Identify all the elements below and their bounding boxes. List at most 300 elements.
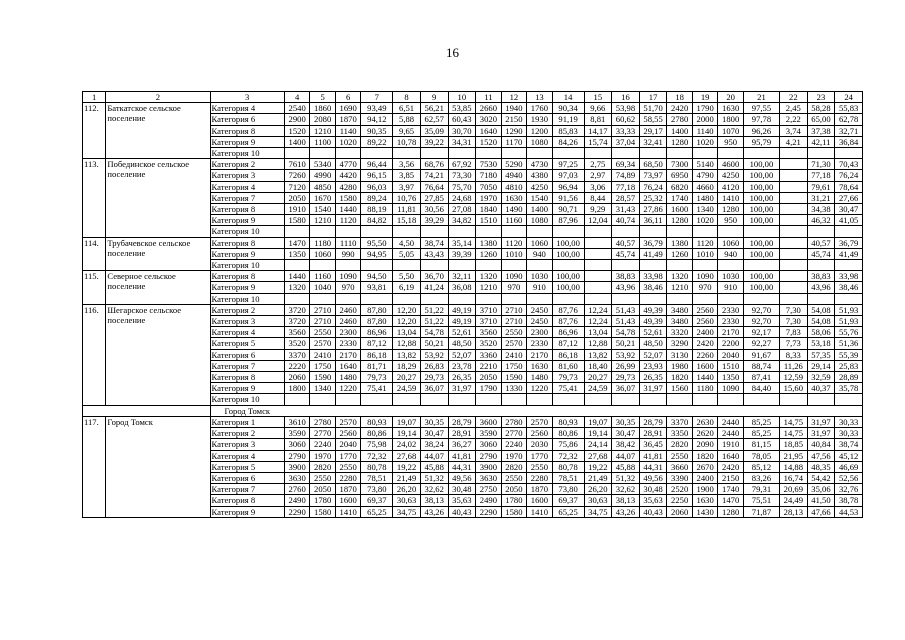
table-cell: 96,44 [361, 159, 393, 170]
table-cell: 13,04 [393, 327, 421, 338]
table-cell: 12,59 [780, 372, 808, 383]
table-cell: 1800 [718, 114, 744, 125]
table-cell: 18,40 [584, 360, 612, 371]
table-cell: 49,56 [448, 472, 476, 483]
table-cell: 51,36 [835, 338, 863, 349]
table-cell: 31,97 [448, 383, 476, 394]
table-cell: 2,75 [584, 159, 612, 170]
table-cell: 97,78 [743, 114, 779, 125]
table-cell: 87,12 [552, 338, 584, 349]
table-cell: 77,18 [807, 170, 835, 181]
table-cell: 2780 [310, 416, 336, 427]
table-cell: 85,25 [743, 428, 779, 439]
table-cell: 28,91 [639, 428, 667, 439]
table-cell: 2550 [310, 327, 336, 338]
table-cell: 1820 [692, 450, 718, 461]
table-cell: 2170 [718, 327, 744, 338]
table-cell: 32,41 [639, 136, 667, 147]
table-cell [420, 394, 448, 405]
table-cell: 1870 [335, 114, 361, 125]
table-cell: 100,00 [743, 181, 779, 192]
table-cell: 3660 [667, 461, 693, 472]
table-cell [552, 260, 584, 271]
table-cell: 3360 [476, 349, 502, 360]
table-cell: 41,49 [639, 248, 667, 259]
settlement-name: Побединское сельское поселение [106, 159, 210, 237]
table-cell: 36,11 [639, 215, 667, 226]
table-cell [584, 282, 612, 293]
table-cell: 32,76 [835, 484, 863, 495]
table-cell: 15,60 [780, 383, 808, 394]
table-cell: 1210 [310, 215, 336, 226]
table-cell: 6820 [667, 181, 693, 192]
table-cell [501, 293, 527, 304]
table-cell: 40,43 [639, 506, 667, 517]
table-cell [584, 248, 612, 259]
table-cell: 2260 [692, 349, 718, 360]
table-cell: 36,08 [448, 282, 476, 293]
table-cell: 29,17 [639, 125, 667, 136]
table-cell: 1350 [284, 248, 310, 259]
column-number: 22 [780, 92, 808, 103]
table-cell [335, 394, 361, 405]
table-cell: 2220 [284, 360, 310, 371]
table-cell [639, 394, 667, 405]
table-cell [780, 192, 808, 203]
table-cell: 7050 [476, 181, 502, 192]
table-cell [584, 271, 612, 282]
table-cell: 48,35 [807, 461, 835, 472]
table-cell: 3520 [476, 338, 502, 349]
column-number: 11 [476, 92, 502, 103]
table-cell: 100,00 [743, 159, 779, 170]
table-cell: 100,00 [743, 271, 779, 282]
table-cell: 950 [718, 215, 744, 226]
table-cell: 51,43 [612, 316, 640, 327]
table-cell: 26,35 [448, 372, 476, 383]
table-cell: 35,78 [835, 383, 863, 394]
category-label: Категория 10 [210, 394, 284, 405]
table-cell: 38,74 [835, 439, 863, 450]
table-cell [612, 260, 640, 271]
table-cell: 80,78 [552, 461, 584, 472]
page-number: 16 [446, 45, 459, 60]
table-cell [476, 260, 502, 271]
column-number-row [83, 92, 863, 103]
table-cell: 43,26 [612, 506, 640, 517]
table-cell: 44,53 [835, 506, 863, 517]
table-cell: 90,71 [552, 204, 584, 215]
table-cell: 30,47 [420, 428, 448, 439]
table-cell [393, 226, 421, 237]
table-cell [780, 159, 808, 170]
table-cell: 75,70 [448, 181, 476, 192]
table-cell: 1600 [692, 360, 718, 371]
table-cell: 1260 [476, 248, 502, 259]
table-cell [361, 260, 393, 271]
table-cell: 58,55 [639, 114, 667, 125]
table-cell: 2240 [501, 439, 527, 450]
table-cell: 19,22 [584, 461, 612, 472]
table-cell: 2560 [335, 428, 361, 439]
table-cell: 30,48 [448, 484, 476, 495]
table-cell: 91,67 [743, 349, 779, 360]
table-cell: 50,21 [612, 338, 640, 349]
table-cell: 1780 [501, 495, 527, 506]
table-cell: 94,95 [361, 248, 393, 259]
table-cell: 30,70 [448, 125, 476, 136]
table-cell: 6950 [667, 170, 693, 181]
table-cell: 2170 [335, 349, 361, 360]
category-label: Категория 9 [210, 248, 284, 259]
table-cell: 1970 [310, 450, 336, 461]
table-cell: 7300 [667, 159, 693, 170]
table-cell: 7120 [284, 181, 310, 192]
table-cell: 2040 [335, 439, 361, 450]
table-cell: 79,73 [552, 372, 584, 383]
table-cell: 3130 [667, 349, 693, 360]
table-cell: 3630 [476, 472, 502, 483]
table-cell: 1090 [692, 271, 718, 282]
table-cell: 19,07 [584, 416, 612, 427]
table-cell: 100,00 [743, 248, 779, 259]
table-cell: 40,74 [612, 215, 640, 226]
table-cell: 3590 [284, 428, 310, 439]
table-cell: 75,41 [552, 383, 584, 394]
column-number: 18 [667, 92, 693, 103]
table-cell: 91,19 [552, 114, 584, 125]
table-cell: 27,08 [448, 204, 476, 215]
table-cell [612, 148, 640, 159]
table-cell: 2570 [335, 416, 361, 427]
table-cell: 2330 [335, 338, 361, 349]
table-cell: 45,74 [807, 248, 835, 259]
table-cell: 2440 [718, 428, 744, 439]
table-cell: 26,35 [639, 372, 667, 383]
table-cell: 4250 [718, 170, 744, 181]
table-cell: 1790 [476, 383, 502, 394]
table-row [83, 237, 863, 248]
column-number: 17 [639, 92, 667, 103]
table-cell: 52,07 [448, 349, 476, 360]
table-cell: 23,93 [639, 360, 667, 371]
table-cell: 81,60 [552, 360, 584, 371]
table-cell: 1840 [476, 204, 502, 215]
table-cell: 32,11 [448, 271, 476, 282]
table-cell: 2060 [284, 372, 310, 383]
table-cell: 2250 [667, 495, 693, 506]
table-cell [284, 148, 310, 159]
table-cell: 12,24 [584, 304, 612, 315]
table-cell: 62,57 [420, 114, 448, 125]
table-cell: 74,89 [612, 170, 640, 181]
table-cell: 1260 [667, 248, 693, 259]
table-cell: 2290 [476, 506, 502, 517]
category-label: Категория 8 [210, 237, 284, 248]
table-cell: 100,00 [743, 282, 779, 293]
table-cell [584, 148, 612, 159]
table-cell: 3390 [667, 472, 693, 483]
table-cell: 21,49 [584, 472, 612, 483]
category-label: Категория 4 [210, 450, 284, 461]
table-cell: 2,45 [780, 103, 808, 114]
table-cell: 47,56 [807, 450, 835, 461]
table-cell: 96,03 [361, 181, 393, 192]
table-cell [835, 148, 863, 159]
table-cell: 2210 [476, 360, 502, 371]
table-cell: 41,50 [807, 495, 835, 506]
table-cell: 40,43 [448, 506, 476, 517]
table-cell: 3630 [284, 472, 310, 483]
table-cell: 28,79 [448, 416, 476, 427]
table-cell: 3320 [667, 327, 693, 338]
table-cell: 4,21 [780, 136, 808, 147]
table-cell [501, 260, 527, 271]
table-cell: 55,83 [835, 103, 863, 114]
table-cell: 1970 [476, 192, 502, 203]
table-cell: 910 [718, 282, 744, 293]
table-cell: 75,86 [552, 439, 584, 450]
table-cell: 41,05 [835, 215, 863, 226]
table-cell [743, 394, 779, 405]
table-cell: 87,41 [743, 372, 779, 383]
table-cell: 51,32 [420, 472, 448, 483]
table-cell: 3290 [667, 338, 693, 349]
table-cell: 1010 [692, 248, 718, 259]
table-cell: 1640 [718, 450, 744, 461]
table-cell: 86,96 [361, 327, 393, 338]
table-cell: 54,78 [612, 327, 640, 338]
table-cell [501, 394, 527, 405]
table-cell [835, 293, 863, 304]
table-cell: 69,34 [612, 159, 640, 170]
table-cell: 34,38 [807, 204, 835, 215]
table-cell: 28,13 [780, 506, 808, 517]
table-cell: 87,76 [552, 316, 584, 327]
table-cell: 26,99 [612, 360, 640, 371]
table-cell: 2670 [692, 461, 718, 472]
table-cell: 31,97 [639, 383, 667, 394]
table-cell: 2080 [310, 114, 336, 125]
table-cell: 95,79 [743, 136, 779, 147]
table-cell: 1640 [476, 125, 502, 136]
table-cell: 73,80 [552, 484, 584, 495]
table-cell: 1630 [718, 103, 744, 114]
table-cell: 1480 [527, 372, 553, 383]
table-cell: 38,78 [835, 495, 863, 506]
column-number: 9 [420, 92, 448, 103]
table-cell: 1580 [335, 192, 361, 203]
table-cell: 78,51 [361, 472, 393, 483]
table-cell: 1220 [335, 383, 361, 394]
table-cell: 36,79 [639, 237, 667, 248]
table-cell: 1440 [284, 271, 310, 282]
table-cell: 1080 [527, 136, 553, 147]
table-cell: 43,26 [420, 506, 448, 517]
category-label: Категория 8 [210, 271, 284, 282]
table-cell: 33,98 [835, 271, 863, 282]
table-cell: 2420 [692, 338, 718, 349]
table-cell: 30,35 [612, 416, 640, 427]
table-cell [780, 260, 808, 271]
table-cell: 2450 [527, 304, 553, 315]
table-cell: 3480 [667, 316, 693, 327]
category-label: Категория 10 [210, 226, 284, 237]
table-cell: 7,83 [780, 327, 808, 338]
table-cell: 14,75 [780, 416, 808, 427]
table-cell: 36,27 [448, 439, 476, 450]
table-cell: 3370 [284, 349, 310, 360]
table-row [83, 416, 863, 427]
table-cell: 4990 [310, 170, 336, 181]
table-cell: 8,81 [584, 114, 612, 125]
table-cell: 32,62 [420, 484, 448, 495]
table-cell: 1020 [335, 136, 361, 147]
table-cell [501, 226, 527, 237]
table-cell [584, 226, 612, 237]
table-cell: 19,07 [393, 416, 421, 427]
table-cell: 950 [718, 136, 744, 147]
table-cell: 34,75 [393, 506, 421, 517]
table-cell: 2240 [310, 439, 336, 450]
table-cell: 4280 [335, 181, 361, 192]
table-cell: 92,70 [743, 304, 779, 315]
row-number: 113. [83, 159, 106, 237]
table-cell: 30,35 [420, 416, 448, 427]
table-cell: 14,17 [584, 125, 612, 136]
column-number: 2 [106, 92, 210, 103]
table-cell: 2050 [476, 372, 502, 383]
table-cell: 1640 [335, 360, 361, 371]
table-cell: 21,49 [393, 472, 421, 483]
table-cell: 53,92 [612, 349, 640, 360]
table-cell [284, 260, 310, 271]
table-cell: 1580 [501, 506, 527, 517]
table-cell: 1090 [718, 383, 744, 394]
column-number: 14 [552, 92, 584, 103]
table-cell [361, 394, 393, 405]
table-cell [718, 260, 744, 271]
table-cell: 2760 [284, 484, 310, 495]
table-cell: 36,84 [835, 136, 863, 147]
table-cell: 11,26 [780, 360, 808, 371]
table-cell: 2770 [501, 428, 527, 439]
table-cell: 80,93 [552, 416, 584, 427]
table-cell: 100,00 [552, 248, 584, 259]
table-cell [527, 394, 553, 405]
table-cell: 1740 [718, 484, 744, 495]
table-cell: 1600 [667, 204, 693, 215]
table-cell: 28,89 [835, 372, 863, 383]
table-cell: 30,47 [835, 204, 863, 215]
table-cell: 1470 [284, 237, 310, 248]
table-cell: 45,88 [612, 461, 640, 472]
table-cell: 7260 [284, 170, 310, 181]
table-cell [310, 293, 336, 304]
table-cell: 3590 [476, 428, 502, 439]
column-number: 8 [393, 92, 421, 103]
table-cell: 18,85 [780, 439, 808, 450]
table-cell: 32,71 [835, 125, 863, 136]
category-label: Категория 10 [210, 260, 284, 271]
table-cell [310, 260, 336, 271]
table-cell: 3,56 [393, 159, 421, 170]
table-cell: 42,11 [807, 136, 835, 147]
table-cell [448, 394, 476, 405]
table-cell [780, 170, 808, 181]
table-cell: 51,22 [420, 316, 448, 327]
table-cell: 73,80 [361, 484, 393, 495]
table-cell: 2550 [335, 461, 361, 472]
table-cell: 72,32 [361, 450, 393, 461]
table-cell [780, 204, 808, 215]
table-cell: 2770 [310, 428, 336, 439]
table-cell: 3720 [284, 316, 310, 327]
category-label: Категория 9 [210, 282, 284, 293]
table-cell: 79,31 [743, 484, 779, 495]
table-cell: 1100 [310, 136, 336, 147]
row-number: 112. [83, 103, 106, 159]
table-cell: 1480 [335, 372, 361, 383]
category-label: Категория 9 [210, 506, 284, 517]
table-cell: 79,73 [361, 372, 393, 383]
table-cell: 2060 [667, 506, 693, 517]
category-label: Категория 7 [210, 484, 284, 495]
table-cell: 7530 [476, 159, 502, 170]
table-cell: 1120 [335, 215, 361, 226]
table-cell: 4730 [527, 159, 553, 170]
table-cell [584, 394, 612, 405]
table-cell: 5340 [310, 159, 336, 170]
table-cell [780, 215, 808, 226]
table-cell: 2000 [692, 114, 718, 125]
category-label: Категория 8 [210, 372, 284, 383]
table-cell: 3,06 [584, 181, 612, 192]
table-cell: 100,00 [552, 237, 584, 248]
category-label: Категория 5 [210, 461, 284, 472]
column-number: 13 [527, 92, 553, 103]
table-cell: 1090 [335, 271, 361, 282]
table-cell [284, 293, 310, 304]
table-cell: 38,83 [612, 271, 640, 282]
table-cell: 19,14 [393, 428, 421, 439]
table-cell: 1400 [284, 136, 310, 147]
table-cell: 56,21 [420, 103, 448, 114]
table-cell: 3710 [476, 316, 502, 327]
table-row [83, 159, 863, 170]
table-cell [310, 226, 336, 237]
table-cell: 2550 [501, 472, 527, 483]
table-cell: 53,18 [807, 338, 835, 349]
table-cell: 26,83 [420, 360, 448, 371]
table-cell: 1180 [692, 383, 718, 394]
table-cell: 76,24 [639, 181, 667, 192]
table-cell: 1280 [718, 506, 744, 517]
table-cell: 1160 [310, 271, 336, 282]
table-cell: 24,59 [584, 383, 612, 394]
table-cell: 12,88 [393, 338, 421, 349]
table-cell [780, 248, 808, 259]
table-cell: 51,70 [639, 103, 667, 114]
table-cell: 3900 [476, 461, 502, 472]
table-cell: 1160 [501, 215, 527, 226]
table-cell: 2040 [718, 349, 744, 360]
data-table [82, 91, 863, 518]
table-cell: 2400 [692, 472, 718, 483]
table-cell: 1340 [310, 383, 336, 394]
table-cell: 51,43 [612, 304, 640, 315]
table-cell [718, 148, 744, 159]
